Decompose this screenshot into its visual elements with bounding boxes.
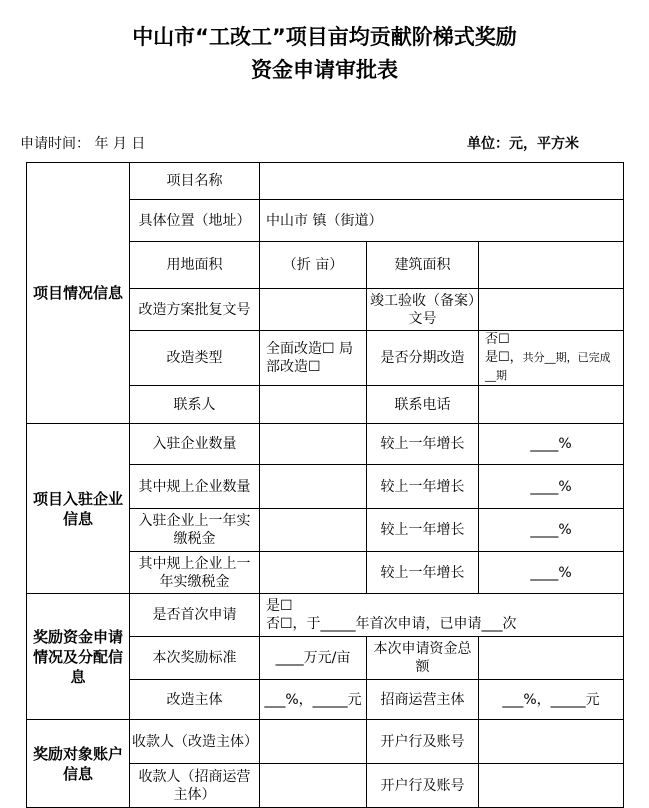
contact-label: 联系人 (130, 386, 260, 424)
ent-row-0-growth-field[interactable]: ____% (479, 424, 624, 465)
payee2-field[interactable] (260, 764, 367, 808)
bank2-label: 开户行及账号 (367, 764, 479, 808)
section-reward: 奖励资金申请情况及分配信息 (27, 594, 130, 720)
ent-row-1-field[interactable] (260, 465, 367, 509)
operator-label: 招商运营主体 (367, 680, 479, 720)
plan-approval-field[interactable] (260, 289, 367, 331)
section-enterprise: 项目入驻企业信息 (27, 424, 130, 594)
phased-detail: 共分__期，已完成__期 (485, 351, 611, 382)
location-label: 具体位置（地址） (130, 200, 260, 242)
phone-field[interactable] (479, 386, 624, 424)
operator-field[interactable]: ___%，_____元 (479, 680, 624, 720)
ent-row-1-growth-field[interactable]: ____% (479, 465, 624, 509)
ent-row-2-label: 入驻企业上一年实缴税金 (130, 509, 260, 552)
approval-form-table (26, 162, 624, 808)
phased-field[interactable] (479, 331, 624, 386)
first-apply-no: 否☐，于_____年首次申请，已申请___次 (266, 616, 517, 632)
payee1-field[interactable] (260, 720, 367, 764)
plan-approval-label: 改造方案批复文号 (130, 289, 260, 331)
land-area-label: 用地面积 (130, 242, 260, 289)
doc-title-line1: 中山市“工改工”项目亩均贡献阶梯式奖励 (132, 25, 517, 49)
ent-row-2-field[interactable] (260, 509, 367, 552)
payee2-label: 收款人（招商运营主体） (130, 764, 260, 808)
unit-label: 单位：元，平方米 (467, 136, 579, 152)
total-field[interactable] (479, 637, 624, 680)
ent-row-0-field[interactable] (260, 424, 367, 465)
ent-row-1-growth-label: 较上一年增长 (367, 465, 479, 509)
standard-field[interactable]: ____万元/亩 (260, 637, 367, 680)
ent-row-3-label: 其中规上企业上一年实缴税金 (130, 552, 260, 594)
bank2-field[interactable] (479, 764, 624, 808)
apply-time: 申请时间： 年 月 日 (20, 136, 146, 152)
first-apply-yes: 是☐ (266, 598, 293, 614)
ent-row-2-growth-label: 较上一年增长 (367, 509, 479, 552)
location-field[interactable]: 中山市 镇（街道） (260, 200, 624, 242)
bank1-label: 开户行及账号 (367, 720, 479, 764)
first-apply-field[interactable] (260, 594, 624, 637)
ent-row-0-growth-label: 较上一年增长 (367, 424, 479, 465)
subject-label: 改造主体 (130, 680, 260, 720)
section-project: 项目情况信息 (27, 163, 130, 424)
ent-row-3-field[interactable] (260, 552, 367, 594)
section-account: 奖励对象账户信息 (27, 720, 130, 808)
bank1-field[interactable] (479, 720, 624, 764)
standard-label: 本次奖励标准 (130, 637, 260, 680)
ent-row-1-label: 其中规上企业数量 (130, 465, 260, 509)
type-label: 改造类型 (130, 331, 260, 386)
acceptance-field[interactable] (479, 289, 624, 331)
phased-no: 否☐ (485, 332, 510, 347)
subject-field[interactable]: ___%，_____元 (260, 680, 367, 720)
type-field[interactable]: 全面改造☐ 局部改造☐ (260, 331, 367, 386)
ent-row-3-growth-field[interactable]: ____% (479, 552, 624, 594)
first-apply-label: 是否首次申请 (130, 594, 260, 637)
project-name-field[interactable] (260, 163, 624, 200)
project-name-label: 项目名称 (130, 163, 260, 200)
contact-field[interactable] (260, 386, 367, 424)
ent-row-0-label: 入驻企业数量 (130, 424, 260, 465)
acceptance-label: 竣工验收（备案）文号 (367, 289, 479, 331)
phased-label: 是否分期改造 (367, 331, 479, 386)
ent-row-3-growth-label: 较上一年增长 (367, 552, 479, 594)
total-label: 本次申请资金总额 (367, 637, 479, 680)
land-area-field[interactable]: （折 亩） (260, 242, 367, 289)
building-area-label: 建筑面积 (367, 242, 479, 289)
payee1-label: 收款人（改造主体） (130, 720, 260, 764)
ent-row-2-growth-field[interactable]: ____% (479, 509, 624, 552)
phone-label: 联系电话 (367, 386, 479, 424)
doc-title-line2: 资金申请审批表 (251, 58, 398, 82)
building-area-field[interactable] (479, 242, 624, 289)
phased-yes: 是☐， (485, 350, 523, 365)
